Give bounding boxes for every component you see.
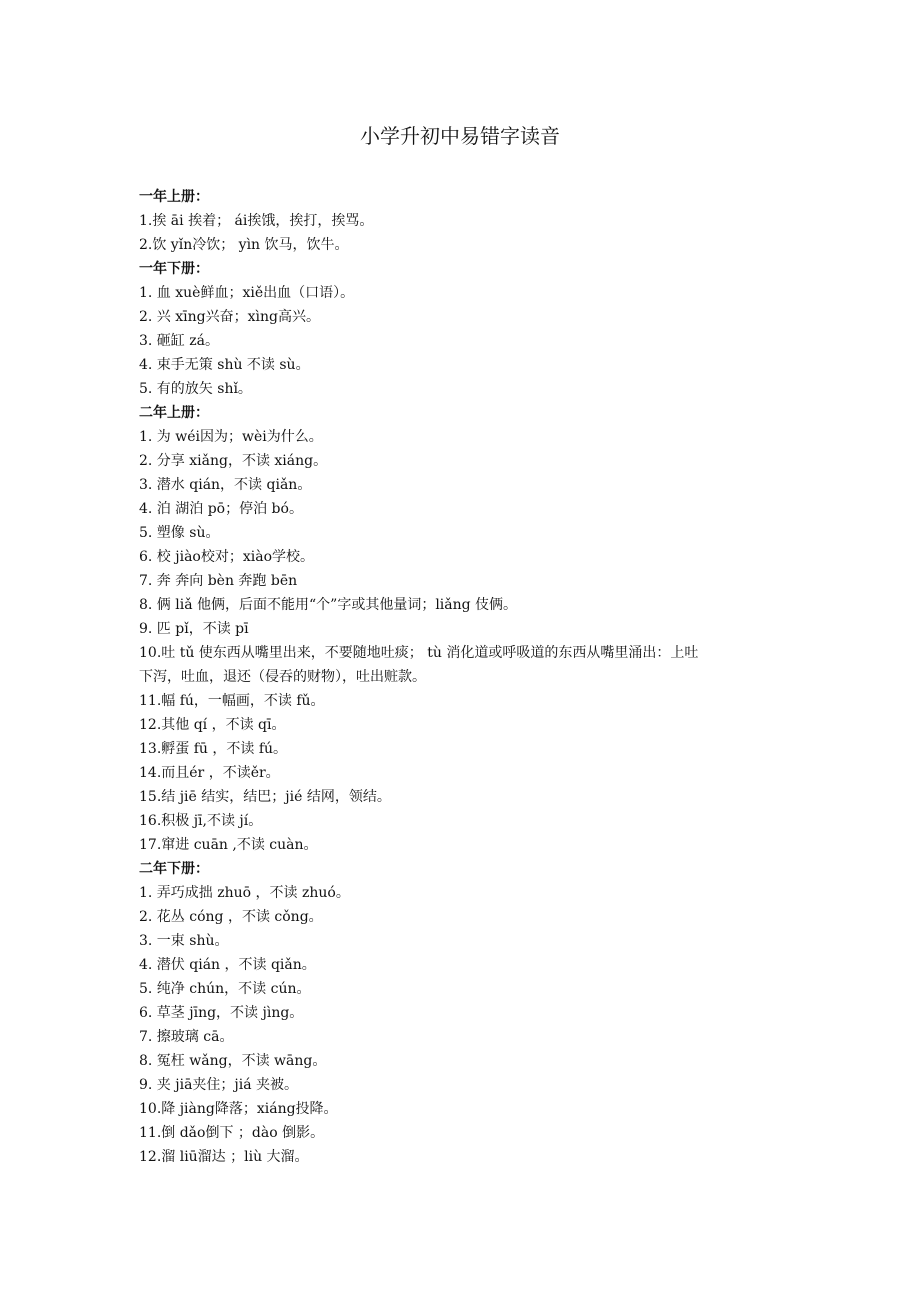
list-item: 2. 分享 xiǎng，不读 xiáng。 — [139, 453, 328, 469]
list-item: 8. 俩 liǎ 他俩，后面不能用“个”字或其他量词；liǎng 伎俩。 — [139, 597, 518, 613]
list-item: 9. 夹 jiā夹住；jiá 夹被。 — [139, 1077, 299, 1093]
list-item: 1. 为 wéi因为；wèi为什么。 — [139, 429, 323, 445]
list-item: 5. 塑像 sù。 — [139, 525, 220, 541]
list-item: 2. 花丛 cóng ，不读 cǒng。 — [139, 909, 323, 925]
list-item: 4. 泊 湖泊 pō；停泊 bó。 — [139, 501, 303, 517]
list-item: 8. 冤枉 wǎng，不读 wāng。 — [139, 1053, 327, 1069]
list-item: 4. 潜伏 qián ，不读 qiǎn。 — [139, 957, 316, 973]
list-item: 5. 有的放矢 shǐ。 — [139, 381, 252, 397]
list-item: 1. 弄巧成拙 zhuō ，不读 zhuó。 — [139, 885, 350, 901]
list-item: 15.结 jiē 结实，结巴；jié 结网，领结。 — [139, 789, 391, 805]
page-title: 小学升初中易错字读音 — [360, 124, 560, 148]
list-item: 14.而且ér ，不读ěr。 — [139, 765, 280, 781]
list-item: 10.吐 tǔ 使东西从嘴里出来，不要随地吐痰； tù 消化道或呼吸道的东西从嘴里涌出：上吐 — [139, 645, 699, 661]
section-heading: 二年上册： — [139, 405, 209, 421]
list-item: 6. 校 jiào校对；xiào学校。 — [139, 549, 314, 565]
list-item: 2. 兴 xīng兴奋；xìng高兴。 — [139, 309, 320, 325]
list-item: 13.孵蛋 fū ，不读 fú。 — [139, 741, 288, 757]
list-item: 3. 砸缸 zá。 — [139, 333, 219, 349]
list-item: 3. 潜水 qián，不读 qiǎn。 — [139, 477, 312, 493]
list-item: 9. 匹 pǐ，不读 pī — [139, 621, 249, 637]
document-body — [139, 185, 794, 1169]
list-item: 11.倒 dǎo倒下 ；dào 倒影。 — [139, 1125, 325, 1141]
list-item: 2.饮 yǐn冷饮； yìn 饮马，饮牛。 — [139, 237, 349, 253]
list-item: 7. 擦玻璃 cā。 — [139, 1029, 234, 1045]
list-item: 1.挨 āi 挨着； ái挨饿，挨打，挨骂。 — [139, 213, 374, 229]
section-heading: 二年下册： — [139, 861, 209, 877]
list-item-continuation: 下泻，吐血，退还（侵吞的财物），吐出赃款。 — [139, 669, 426, 685]
list-item: 4. 束手无策 shù 不读 sù。 — [139, 357, 310, 373]
section-heading: 一年上册： — [139, 189, 209, 205]
list-item: 10.降 jiàng降落；xiáng投降。 — [139, 1101, 338, 1117]
list-item: 11.幅 fú，一幅画，不读 fǔ。 — [139, 693, 325, 709]
list-item: 1. 血 xuè鲜血；xiě出血（口语）。 — [139, 285, 355, 301]
list-item: 5. 纯净 chún，不读 cún。 — [139, 981, 311, 997]
list-item: 6. 草茎 jīng，不读 jìng。 — [139, 1005, 304, 1021]
section-heading: 一年下册： — [139, 261, 209, 277]
list-item: 16.积极 jī,不读 jí。 — [139, 813, 263, 829]
list-item: 3. 一束 shù。 — [139, 933, 229, 949]
list-item: 12.其他 qí ，不读 qī。 — [139, 717, 286, 733]
list-item: 12.溜 liū溜达 ；liù 大溜。 — [139, 1149, 309, 1165]
list-item: 17.窜进 cuān ,不读 cuàn。 — [139, 837, 318, 853]
list-item: 7. 奔 奔向 bèn 奔跑 bēn — [139, 573, 298, 589]
